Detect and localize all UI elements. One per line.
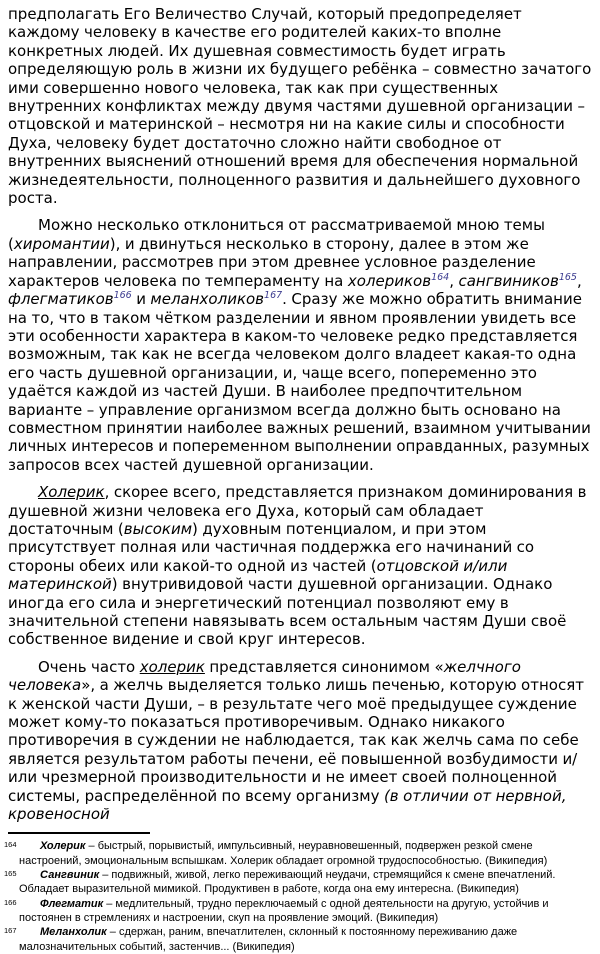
text-segment: и <box>131 290 151 309</box>
footnote-number: 165 <box>4 869 17 879</box>
footnotes-section <box>4 832 592 953</box>
text-segment: , <box>576 271 582 290</box>
footnote <box>4 868 592 897</box>
text-segment: высоким <box>123 519 193 538</box>
text-segment: , скорее всего, представляется признаком доминирования в душевной жизни человека его Духа, который сам обладает достаточным ( <box>8 483 587 538</box>
footnote-term: Сангвиник <box>40 869 100 882</box>
footnote-ref[interactable]: 167 <box>264 290 283 302</box>
footnote-text: – быстрый, порывистый, импульсивный, неуравновешенный, подвержен резкой смене настроений, эмоциональным вспышкам. Холерик обладает огромной трудоспособностью. (Википедия) <box>19 840 548 867</box>
text-segment: ), и двинуться несколько в сторону, далее в этом же направлении, рассмотрев при этом древнее условное разделение характеров человека по темпераменту на <box>8 234 536 290</box>
text-segment: флегматиков <box>8 290 114 309</box>
paragraph <box>8 483 592 649</box>
text-segment: ) духовным потенциалом, и при этом присутствует полная или частичная поддержка его начинаний со стороны обеих или какой-то одной из частей ( <box>8 519 535 575</box>
text-segment: сангвиников <box>458 271 559 290</box>
footnote-ref[interactable]: 166 <box>113 290 132 302</box>
footnote-number: 167 <box>4 926 17 936</box>
body-text <box>8 5 592 832</box>
footnote-number: 166 <box>4 897 17 907</box>
footnote-term: Холерик <box>40 840 86 853</box>
text-segment: Холерик <box>38 483 105 502</box>
footnote <box>4 839 592 868</box>
footnote-ref[interactable]: 165 <box>558 271 577 283</box>
text-segment: желчного человека <box>8 657 521 695</box>
footnote-text: – медлительный, трудно переключаемый с одной деятельности на другую, устойчив и постоянен в стремлениях и настроении, скуп на проявление эмоций. (Википедия) <box>19 897 549 924</box>
text-segment: Можно несколько отклониться от рассматриваемой мною темы ( <box>8 216 545 253</box>
footnote <box>4 925 592 954</box>
paragraph <box>8 5 592 207</box>
text-segment: отцовской и/или материнской <box>8 556 508 594</box>
text-segment: . Сразу же можно обратить внимание на то, что в таком чётком разделении и явном проявлении увидеть все эти особенности характера в каком-то человеке редко представляется возможным, так как не всегда человеком долго владеет какая-то одна его часть душевной организации, и, чаще всего, попеременно это удаётся каждой из частей Души. В наиболее предпочтительном варианте – управление организмом всегда должно быть основано на совместном принятии наиболее важных решений, взаимном учитывании личных интересов и попеременном выполнении оправданных, разумных запросов всех частей душевной организации. <box>8 290 591 474</box>
text-segment: Очень часто <box>38 657 140 676</box>
text-segment: , <box>449 271 459 290</box>
paragraph <box>8 216 592 474</box>
footnote-separator <box>8 832 150 834</box>
footnote-term: Флегматик <box>40 897 104 910</box>
text-segment: предполагать Его Величество Случай, который предопределяет каждому человеку в качестве его родителей каких-то вполне конкретных людей. Их душевная совместимость будет играть определяющую роль в жизни их будущего ребёнка – совместно зачатого ими совершенно нового человека, так как при существенных внутренних конфликтах между двумя частями душевной организации – отцовской и материнской – несмотря ни на какие силы и способности Духа, человеку будет достаточно сложно найти свободное от внутренних выяснений отношений время для обеспечения нормальной жизнедеятельности, полноценного развития и дальнейшего духовного роста. <box>8 5 592 208</box>
text-segment: ) внутривидовой части душевной организации. Однако иногда его сила и энергетический потенциал позволяют ему в значительной степени навязывать всем остальным частям Души своё собственное видение и свой круг интересов. <box>8 575 567 649</box>
text-segment: представляется синонимом « <box>204 657 444 676</box>
footnote-number: 164 <box>4 840 17 850</box>
footnote-term: Меланхолик <box>40 926 107 939</box>
text-segment: холериков <box>347 271 432 290</box>
text-segment: меланхоликов <box>150 290 265 309</box>
footnote-text: – подвижный, живой, легко переживающий неудачи, стремящийся к смене впечатлений. Обладает выразительной мимикой. Продуктивен в работе, когда она ему интересна. (Википедия) <box>19 869 556 896</box>
text-segment: хиромантии <box>13 234 110 253</box>
footnote <box>4 897 592 926</box>
text-segment: (в отличии от нервной, кровеносной <box>8 786 567 824</box>
text-segment: », а желчь выделяется только лишь печенью, которую относят к женской части Души, – в результате чего моё предыдущее суждение может кому-то показаться противоречивым. Однако никакого противоречия в суждении не наблюдается, так как желчь сама по себе является результатом работы печени, её повышенной возбудимости и/или чрезмерной производительности и не имеет своей полноценной системы, распределённой по всему организму <box>8 676 584 805</box>
text-segment: холерик <box>139 657 205 676</box>
paragraph <box>8 658 592 824</box>
footnote-ref[interactable]: 164 <box>431 271 450 283</box>
footnote-text: – сдержан, раним, впечатлителен, склонный к постоянному переживанию даже малозначительных событий, застенчив... (Википедия) <box>19 926 518 953</box>
